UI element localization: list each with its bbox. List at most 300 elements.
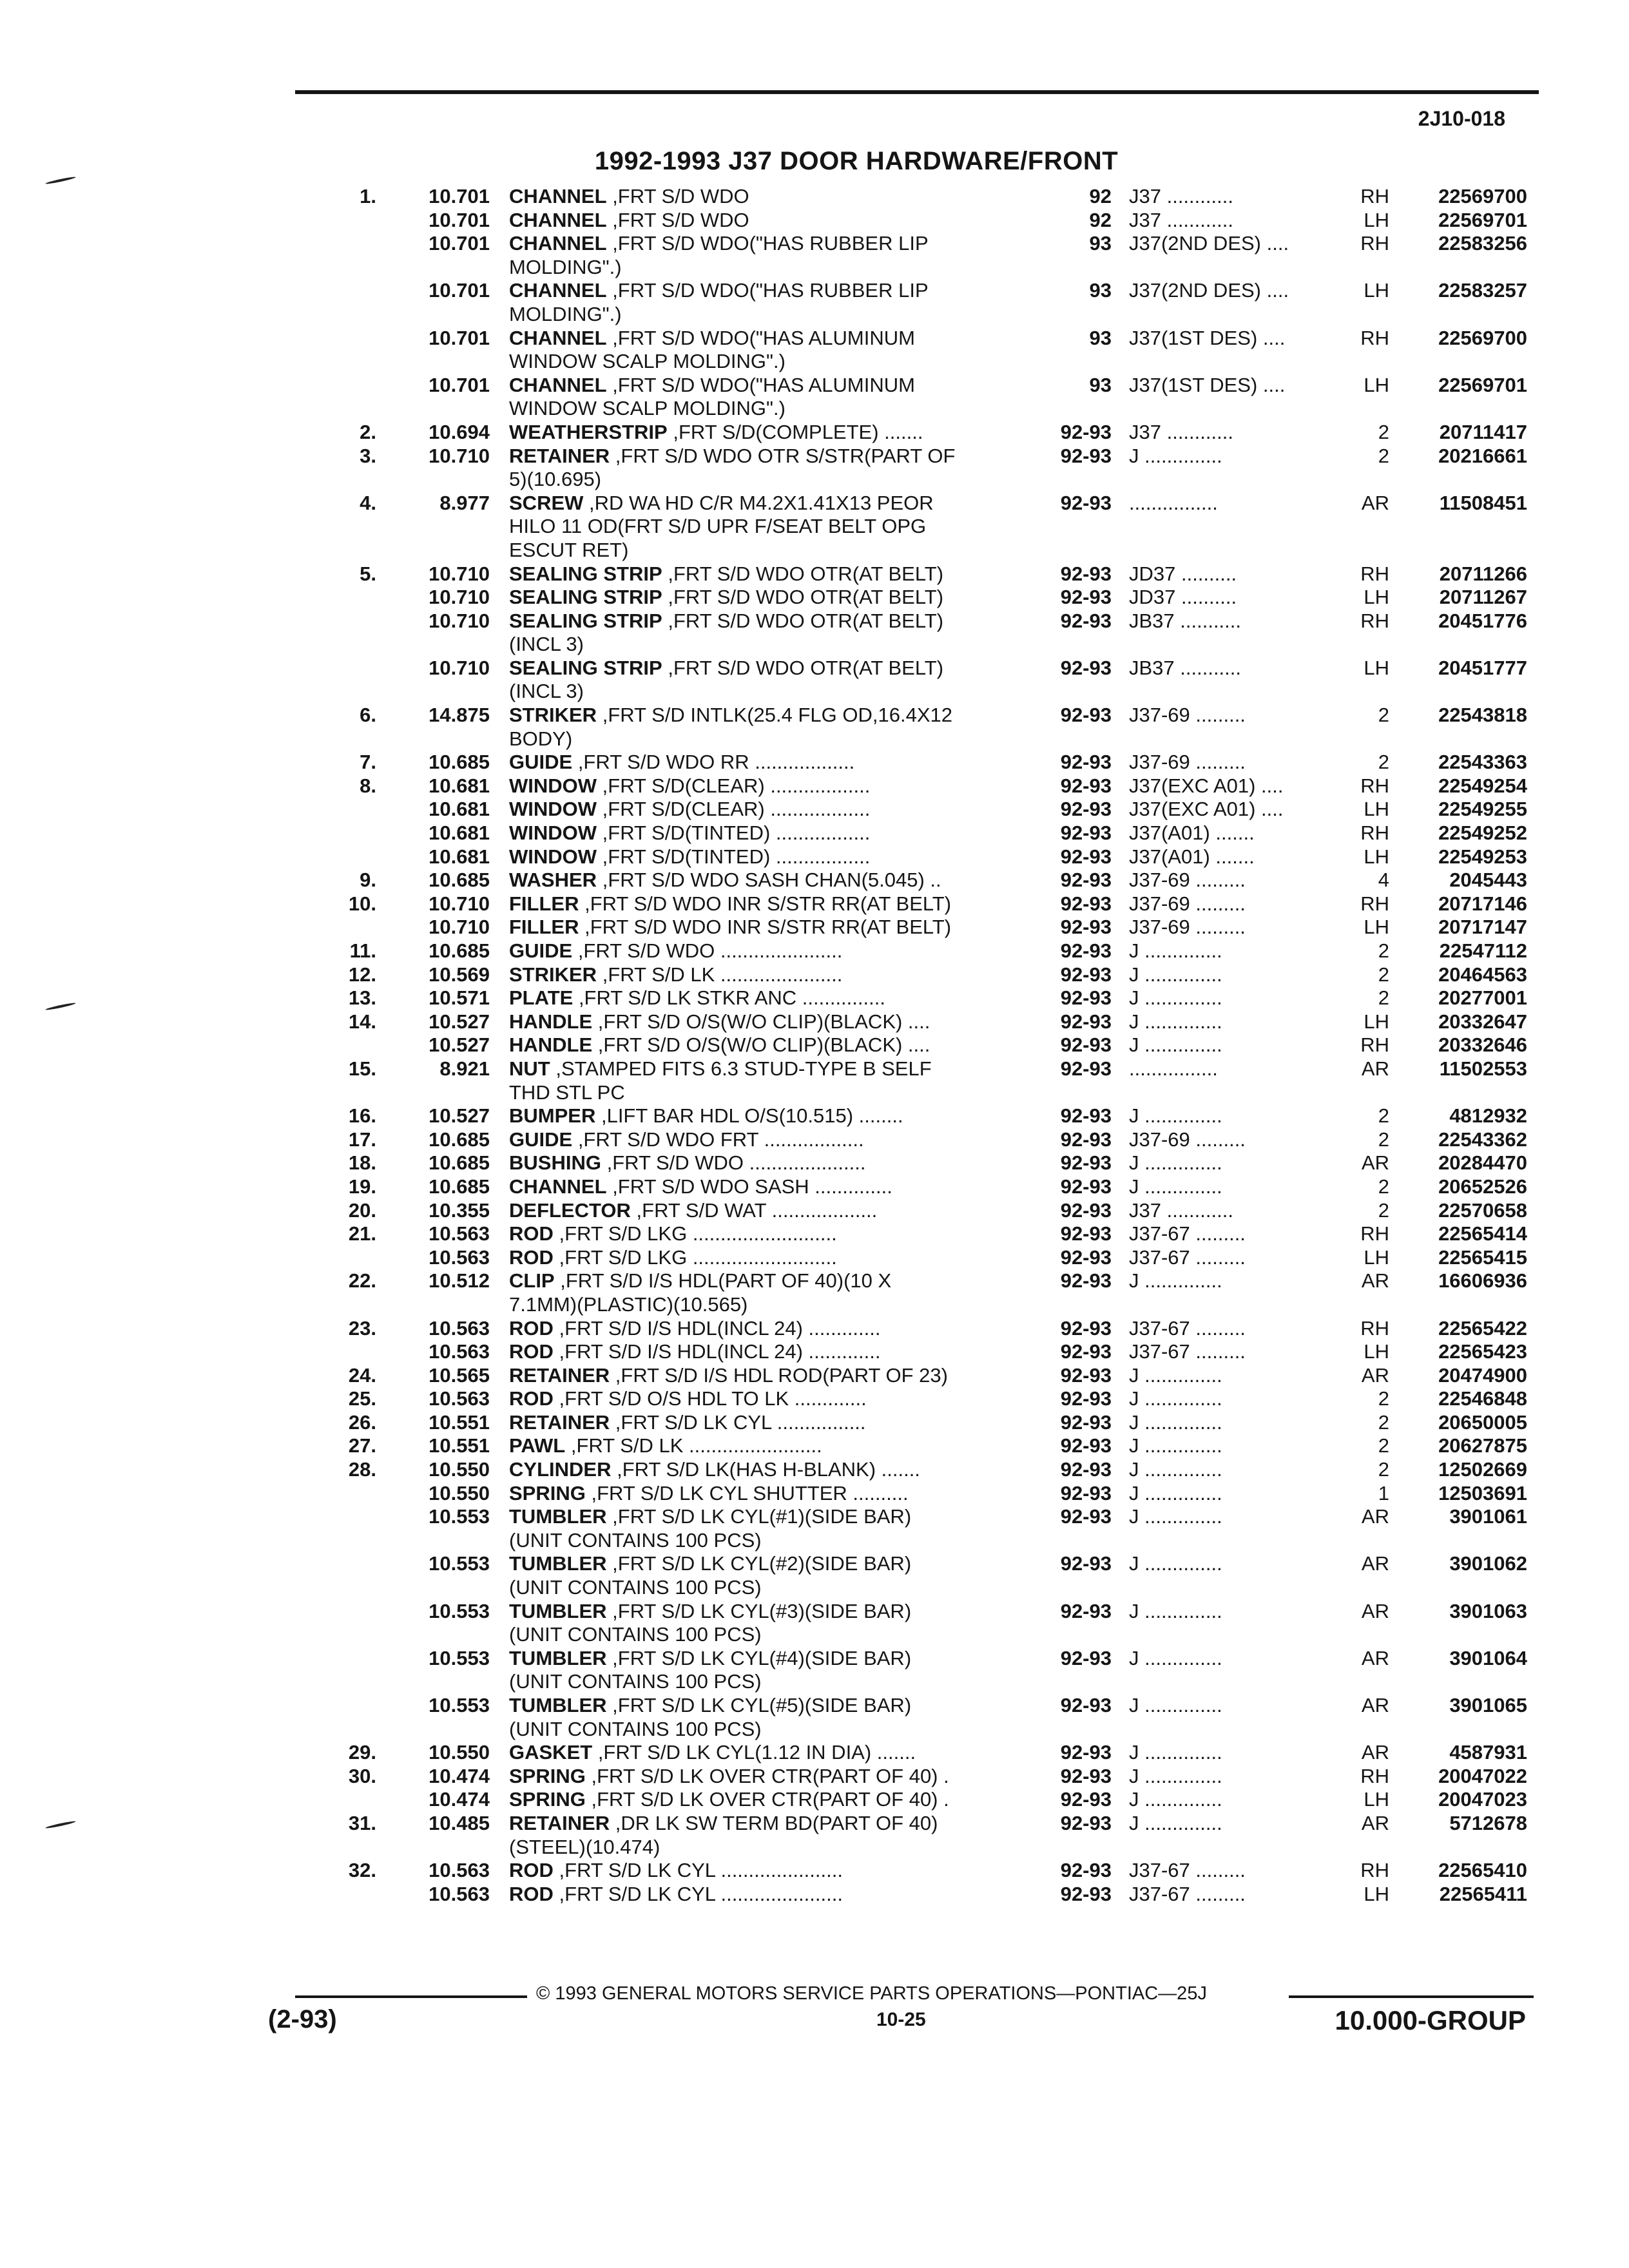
quantity: RH bbox=[1360, 326, 1389, 349]
part-description bbox=[509, 774, 1030, 798]
item-number: 12. bbox=[348, 963, 376, 986]
table-row bbox=[0, 1552, 1629, 1599]
part-description bbox=[509, 1222, 1030, 1246]
description-line: ,FRT S/D O/S(W/O CLIP)(BLACK) .... bbox=[597, 1010, 930, 1033]
part-name: CHANNEL bbox=[509, 232, 607, 255]
model-code: J37 ............ bbox=[1129, 420, 1233, 443]
table-row bbox=[0, 751, 1629, 774]
table-row bbox=[0, 374, 1629, 421]
description-line: ,FRT S/D WDO OTR(AT BELT) bbox=[668, 656, 944, 679]
model-years: 92-93 bbox=[1060, 986, 1112, 1010]
description-line: ,FRT S/D I/S HDL ROD(PART OF 23) bbox=[615, 1363, 948, 1387]
description-line: ,FRT S/D LK CYL(1.12 IN DIA) ....... bbox=[597, 1741, 916, 1764]
part-number: 3901065 bbox=[1449, 1694, 1527, 1717]
group-label: 10.000-GROUP bbox=[1335, 2005, 1526, 2035]
page-title: 1992-1993 J37 DOOR HARDWARE/FRONT bbox=[594, 147, 1119, 175]
item-number: 2. bbox=[360, 420, 376, 443]
part-name: WINDOW bbox=[509, 774, 597, 797]
item-number: 5. bbox=[360, 562, 376, 585]
model-code: J37(2ND DES) .... bbox=[1129, 279, 1289, 302]
quantity: RH bbox=[1360, 1859, 1389, 1882]
group-number: 10.685 bbox=[429, 869, 490, 892]
part-number: 22565411 bbox=[1439, 1882, 1527, 1905]
model-years: 92-93 bbox=[1060, 1033, 1112, 1057]
part-number: 20474900 bbox=[1438, 1363, 1527, 1387]
description-line: ,FRT S/D WDO bbox=[612, 185, 749, 207]
part-name: STRIKER bbox=[509, 704, 597, 727]
group-number: 10.553 bbox=[429, 1599, 490, 1622]
description-line: ,FRT S/D LK CYL(#5)(SIDE BAR) bbox=[612, 1694, 912, 1717]
part-name: SEALING STRIP bbox=[509, 656, 662, 679]
model-code: J37 ............ bbox=[1129, 185, 1233, 207]
part-number: 20650005 bbox=[1438, 1410, 1527, 1434]
part-description bbox=[509, 1033, 1030, 1057]
model-code: J37(EXC A01) .... bbox=[1129, 798, 1284, 821]
model-code: J .............. bbox=[1129, 1387, 1222, 1410]
model-code: J37(1ST DES) .... bbox=[1129, 326, 1286, 349]
part-name: CHANNEL bbox=[509, 185, 607, 207]
part-number: 22546848 bbox=[1438, 1387, 1527, 1410]
description-line: (UNIT CONTAINS 100 PCS) bbox=[509, 1528, 762, 1552]
part-number: 20711267 bbox=[1439, 586, 1527, 609]
part-description bbox=[509, 822, 1030, 845]
group-number: 10.550 bbox=[429, 1481, 490, 1504]
part-name: ROD bbox=[509, 1316, 554, 1340]
description-line: HILO 11 OD(FRT S/D UPR F/SEAT BELT OPG bbox=[509, 515, 927, 538]
quantity: AR bbox=[1361, 1057, 1389, 1080]
part-description bbox=[509, 986, 1030, 1010]
group-number: 10.681 bbox=[429, 845, 490, 868]
part-number: 22569701 bbox=[1438, 208, 1527, 231]
part-description bbox=[509, 1647, 1030, 1694]
model-code: J .............. bbox=[1129, 1741, 1222, 1764]
table-row bbox=[0, 798, 1629, 822]
part-number: 12503691 bbox=[1438, 1481, 1527, 1504]
quantity: 2 bbox=[1378, 1410, 1389, 1434]
table-row bbox=[0, 610, 1629, 657]
group-number: 10.512 bbox=[429, 1269, 490, 1293]
description-line: WINDOW SCALP MOLDING".) bbox=[509, 350, 786, 373]
group-number: 14.875 bbox=[429, 704, 490, 727]
table-row bbox=[0, 421, 1629, 445]
model-code: J .............. bbox=[1129, 1458, 1222, 1481]
table-row bbox=[0, 1387, 1629, 1411]
model-code: J37-67 ......... bbox=[1129, 1316, 1246, 1340]
model-code: J37(2ND DES) .... bbox=[1129, 232, 1289, 255]
part-name: PLATE bbox=[509, 986, 574, 1010]
description-line: ,RD WA HD C/R M4.2X1.41X13 PEOR bbox=[589, 491, 934, 514]
model-years: 92-93 bbox=[1060, 1552, 1112, 1575]
model-code: JB37 ........... bbox=[1129, 609, 1242, 632]
description-line: ,FRT S/D LK CYL ...................... bbox=[559, 1859, 843, 1882]
description-line: ,FRT S/D(TINTED) ................. bbox=[602, 845, 871, 868]
part-number: 22565415 bbox=[1438, 1245, 1527, 1269]
parts-list bbox=[0, 185, 1629, 1906]
group-number: 10.474 bbox=[429, 1788, 490, 1811]
part-number: 20627875 bbox=[1438, 1434, 1527, 1457]
part-name: BUMPER bbox=[509, 1104, 596, 1128]
part-description bbox=[509, 209, 1030, 233]
item-number: 27. bbox=[348, 1434, 376, 1457]
table-row bbox=[0, 1175, 1629, 1199]
description-line: ,FRT S/D LK CYL ................ bbox=[615, 1410, 866, 1434]
model-years: 92-93 bbox=[1060, 1269, 1112, 1293]
part-name: CHANNEL bbox=[509, 373, 607, 396]
table-row bbox=[0, 232, 1629, 279]
part-number: 20047023 bbox=[1438, 1788, 1527, 1811]
model-code: J .............. bbox=[1129, 1434, 1222, 1457]
model-years: 92-93 bbox=[1060, 1245, 1112, 1269]
quantity: AR bbox=[1361, 1151, 1389, 1175]
table-row bbox=[0, 1600, 1629, 1647]
part-description bbox=[509, 1859, 1030, 1883]
model-years: 92-93 bbox=[1060, 562, 1112, 585]
table-row bbox=[0, 892, 1629, 916]
quantity: 2 bbox=[1378, 1175, 1389, 1198]
part-description bbox=[509, 1883, 1030, 1907]
description-line: ,FRT S/D LK CYL(#1)(SIDE BAR) bbox=[612, 1505, 912, 1528]
group-number: 10.681 bbox=[429, 798, 490, 821]
table-row bbox=[0, 492, 1629, 562]
description-line: ,FRT S/D WDO FRT .................. bbox=[577, 1128, 864, 1151]
item-number: 31. bbox=[348, 1811, 376, 1834]
quantity: AR bbox=[1361, 1505, 1389, 1528]
model-years: 92-93 bbox=[1060, 822, 1112, 845]
quantity: LH bbox=[1364, 208, 1389, 231]
model-years: 92-93 bbox=[1060, 1788, 1112, 1811]
quantity: LH bbox=[1364, 1882, 1389, 1905]
model-years: 92-93 bbox=[1060, 751, 1112, 774]
model-years: 93 bbox=[1089, 232, 1112, 255]
quantity: 2 bbox=[1378, 939, 1389, 963]
model-years: 92-93 bbox=[1060, 609, 1112, 632]
part-name: WINDOW bbox=[509, 822, 597, 845]
part-description bbox=[509, 1694, 1030, 1741]
quantity: 2 bbox=[1378, 963, 1389, 986]
description-line: ,FRT S/D WDO ...................... bbox=[577, 939, 843, 963]
part-number: 22565423 bbox=[1438, 1340, 1527, 1363]
description-line: ,FRT S/D WDO OTR(AT BELT) bbox=[668, 586, 944, 609]
part-description bbox=[509, 445, 1030, 492]
group-number: 8.921 bbox=[439, 1057, 490, 1080]
description-line: WINDOW SCALP MOLDING".) bbox=[509, 397, 786, 420]
part-description bbox=[509, 279, 1030, 326]
quantity: RH bbox=[1360, 609, 1389, 632]
model-years: 92-93 bbox=[1060, 1741, 1112, 1764]
group-number: 10.553 bbox=[429, 1646, 490, 1669]
group-number: 10.685 bbox=[429, 751, 490, 774]
model-code: J .............. bbox=[1129, 1599, 1222, 1622]
model-code: J .............. bbox=[1129, 1811, 1222, 1834]
description-line: ,FRT S/D LK STKR ANC ............... bbox=[578, 986, 885, 1010]
quantity: 2 bbox=[1378, 1128, 1389, 1151]
item-number: 11. bbox=[349, 939, 376, 963]
item-number: 30. bbox=[348, 1764, 376, 1787]
table-row bbox=[0, 963, 1629, 987]
part-number: 4812932 bbox=[1449, 1104, 1527, 1128]
part-name: SEALING STRIP bbox=[509, 609, 662, 632]
group-number: 10.550 bbox=[429, 1458, 490, 1481]
quantity: RH bbox=[1360, 774, 1389, 797]
group-number: 10.685 bbox=[429, 1151, 490, 1175]
model-years: 92-93 bbox=[1060, 1458, 1112, 1481]
quantity: 2 bbox=[1378, 1434, 1389, 1457]
description-line: ,FRT S/D WDO SASH .............. bbox=[612, 1175, 892, 1198]
part-name: BUSHING bbox=[509, 1151, 601, 1175]
quantity: AR bbox=[1361, 1599, 1389, 1622]
model-years: 92-93 bbox=[1060, 1175, 1112, 1198]
model-code: J .............. bbox=[1129, 1363, 1222, 1387]
table-row bbox=[0, 185, 1629, 209]
part-description bbox=[509, 1364, 1030, 1388]
item-number: 7. bbox=[360, 751, 376, 774]
item-number: 6. bbox=[360, 704, 376, 727]
part-description bbox=[509, 1387, 1030, 1411]
table-row bbox=[0, 1812, 1629, 1859]
part-number: 22543363 bbox=[1438, 751, 1527, 774]
description-line: BODY) bbox=[509, 727, 573, 750]
group-number: 10.710 bbox=[429, 656, 490, 679]
group-number: 10.701 bbox=[429, 208, 490, 231]
model-code: J .............. bbox=[1129, 1010, 1222, 1033]
part-number: 22570658 bbox=[1438, 1198, 1527, 1222]
quantity: LH bbox=[1364, 916, 1389, 939]
table-row bbox=[0, 1647, 1629, 1694]
description-line: ,FRT S/D(TINTED) ................. bbox=[602, 822, 871, 845]
model-code: J37(EXC A01) .... bbox=[1129, 774, 1284, 797]
table-row bbox=[0, 586, 1629, 610]
quantity: LH bbox=[1364, 279, 1389, 302]
part-description bbox=[509, 1057, 1030, 1104]
model-years: 92-93 bbox=[1060, 1128, 1112, 1151]
table-row bbox=[0, 1246, 1629, 1270]
model-years: 92-93 bbox=[1060, 1694, 1112, 1717]
part-number: 20717146 bbox=[1438, 892, 1527, 915]
part-description bbox=[509, 845, 1030, 869]
model-years: 92-93 bbox=[1060, 1010, 1112, 1033]
quantity: 1 bbox=[1378, 1481, 1389, 1504]
description-line: ,FRT S/D LK CYL ...................... bbox=[559, 1882, 843, 1905]
model-years: 92-93 bbox=[1060, 1882, 1112, 1905]
part-description bbox=[509, 327, 1030, 374]
description-line: MOLDING".) bbox=[509, 255, 622, 278]
description-line: ,FRT S/D WDO("HAS RUBBER LIP bbox=[612, 279, 929, 302]
quantity: AR bbox=[1361, 1363, 1389, 1387]
part-number: 22569701 bbox=[1438, 373, 1527, 396]
part-name: RETAINER bbox=[509, 444, 610, 467]
description-line: ,FRT S/D WDO SASH CHAN(5.045) .. bbox=[602, 869, 941, 892]
group-number: 10.563 bbox=[429, 1245, 490, 1269]
footer-rule-left bbox=[295, 1995, 527, 1998]
description-line: ,FRT S/D LK(HAS H-BLANK) ....... bbox=[617, 1458, 920, 1481]
part-number: 20711417 bbox=[1439, 420, 1527, 443]
model-years: 92-93 bbox=[1060, 892, 1112, 915]
description-line: ,FRT S/D I/S HDL(INCL 24) ............. bbox=[559, 1340, 881, 1363]
item-number: 1. bbox=[360, 185, 376, 207]
description-line: ,FRT S/D LKG .......................... bbox=[559, 1222, 837, 1245]
part-number: 22549255 bbox=[1438, 798, 1527, 821]
description-line: ,FRT S/D WDO RR .................. bbox=[577, 751, 855, 774]
model-code: J .............. bbox=[1129, 1505, 1222, 1528]
model-years: 92-93 bbox=[1060, 869, 1112, 892]
table-row bbox=[0, 1104, 1629, 1128]
part-name: TUMBLER bbox=[509, 1646, 607, 1669]
group-number: 10.710 bbox=[429, 916, 490, 939]
part-name: SPRING bbox=[509, 1788, 586, 1811]
part-description bbox=[509, 916, 1030, 939]
model-code: J .............. bbox=[1129, 1104, 1222, 1128]
item-number: 3. bbox=[360, 444, 376, 467]
part-name: ROD bbox=[509, 1340, 554, 1363]
table-row bbox=[0, 845, 1629, 869]
part-number: 22549253 bbox=[1438, 845, 1527, 868]
quantity: RH bbox=[1360, 562, 1389, 585]
model-code: J37(1ST DES) .... bbox=[1129, 373, 1286, 396]
group-number: 10.550 bbox=[429, 1741, 490, 1764]
model-years: 92-93 bbox=[1060, 1104, 1112, 1128]
part-number: 5712678 bbox=[1449, 1811, 1527, 1834]
item-number: 23. bbox=[348, 1316, 376, 1340]
item-number: 16. bbox=[348, 1104, 376, 1128]
model-years: 92-93 bbox=[1060, 1434, 1112, 1457]
model-code: J .............. bbox=[1129, 1175, 1222, 1198]
description-line: ,FRT S/D INTLK(25.4 FLG OD,16.4X12 bbox=[602, 704, 952, 727]
part-number: 22583256 bbox=[1438, 232, 1527, 255]
table-row bbox=[0, 209, 1629, 233]
description-line: ,FRT S/D WAT ................... bbox=[636, 1198, 878, 1222]
part-number: 16606936 bbox=[1438, 1269, 1527, 1293]
group-number: 10.553 bbox=[429, 1694, 490, 1717]
part-name: WINDOW bbox=[509, 798, 597, 821]
part-name: GUIDE bbox=[509, 939, 573, 963]
part-name: ROD bbox=[509, 1245, 554, 1269]
description-line: ,FRT S/D LK CYL(#2)(SIDE BAR) bbox=[612, 1552, 912, 1575]
table-row bbox=[0, 1458, 1629, 1482]
model-years: 92-93 bbox=[1060, 1764, 1112, 1787]
model-code: J37(A01) ....... bbox=[1129, 845, 1255, 868]
quantity: LH bbox=[1364, 845, 1389, 868]
part-number: 20652526 bbox=[1438, 1175, 1527, 1198]
quantity: RH bbox=[1360, 1316, 1389, 1340]
part-description bbox=[509, 421, 1030, 445]
group-number: 10.710 bbox=[429, 562, 490, 585]
group-number: 10.355 bbox=[429, 1198, 490, 1222]
description-line: ,FRT S/D(CLEAR) .................. bbox=[602, 798, 871, 821]
part-description bbox=[509, 657, 1030, 704]
model-years: 92-93 bbox=[1060, 1151, 1112, 1175]
part-number: 20277001 bbox=[1438, 986, 1527, 1010]
quantity: 4 bbox=[1378, 869, 1389, 892]
part-number: 22543818 bbox=[1438, 704, 1527, 727]
group-number: 10.710 bbox=[429, 609, 490, 632]
table-row bbox=[0, 1694, 1629, 1741]
item-number: 14. bbox=[348, 1010, 376, 1033]
quantity: LH bbox=[1364, 1010, 1389, 1033]
description-line: ,FRT S/D WDO INR S/STR RR(AT BELT) bbox=[584, 916, 952, 939]
model-years: 92-93 bbox=[1060, 1057, 1112, 1080]
part-name: PAWL bbox=[509, 1434, 566, 1457]
model-years: 92-93 bbox=[1060, 586, 1112, 609]
description-line: ,FRT S/D WDO OTR(AT BELT) bbox=[668, 609, 944, 632]
group-number: 10.701 bbox=[429, 373, 490, 396]
description-line: ,FRT S/D WDO("HAS ALUMINUM bbox=[612, 373, 915, 396]
table-row bbox=[0, 986, 1629, 1010]
model-code: JD37 .......... bbox=[1129, 586, 1237, 609]
model-code: J .............. bbox=[1129, 1694, 1222, 1717]
description-line: ,FRT S/D I/S HDL(INCL 24) ............. bbox=[559, 1316, 881, 1340]
part-name: CHANNEL bbox=[509, 326, 607, 349]
description-line: ,FRT S/D O/S(W/O CLIP)(BLACK) .... bbox=[597, 1033, 930, 1057]
part-name: ROD bbox=[509, 1387, 554, 1410]
model-code: J .............. bbox=[1129, 963, 1222, 986]
description-line: ESCUT RET) bbox=[509, 538, 629, 561]
item-number: 15. bbox=[348, 1057, 376, 1080]
part-description bbox=[509, 1128, 1030, 1152]
part-number: 20711266 bbox=[1439, 562, 1527, 585]
model-years: 93 bbox=[1089, 279, 1112, 302]
model-years: 92 bbox=[1089, 185, 1112, 207]
group-number: 10.563 bbox=[429, 1222, 490, 1245]
part-description bbox=[509, 610, 1030, 657]
description-line: (UNIT CONTAINS 100 PCS) bbox=[509, 1717, 762, 1740]
part-number: 20717147 bbox=[1438, 916, 1527, 939]
part-description bbox=[509, 492, 1030, 562]
description-line: ,FRT S/D O/S HDL TO LK ............. bbox=[559, 1387, 867, 1410]
model-code: J37 ............ bbox=[1129, 1198, 1233, 1222]
description-line: 7.1MM)(PLASTIC)(10.565) bbox=[509, 1293, 748, 1316]
model-code: J .............. bbox=[1129, 1033, 1222, 1057]
table-row bbox=[0, 939, 1629, 963]
description-line: ,FRT S/D WDO bbox=[612, 208, 749, 231]
model-code: J .............. bbox=[1129, 1151, 1222, 1175]
model-years: 93 bbox=[1089, 326, 1112, 349]
item-number: 20. bbox=[348, 1198, 376, 1222]
part-description bbox=[509, 1458, 1030, 1482]
group-number: 10.563 bbox=[429, 1340, 490, 1363]
group-number: 10.681 bbox=[429, 822, 490, 845]
quantity: 2 bbox=[1378, 1458, 1389, 1481]
description-line: ,FRT S/D WDO OTR(AT BELT) bbox=[668, 562, 944, 585]
model-code: J .............. bbox=[1129, 1269, 1222, 1293]
quantity: 2 bbox=[1378, 420, 1389, 443]
model-code: J37-67 ......... bbox=[1129, 1859, 1246, 1882]
model-years: 92-93 bbox=[1060, 704, 1112, 727]
description-line: ,FRT S/D LK CYL(#4)(SIDE BAR) bbox=[612, 1646, 912, 1669]
part-description bbox=[509, 586, 1030, 610]
quantity: 2 bbox=[1378, 1198, 1389, 1222]
table-row bbox=[0, 774, 1629, 798]
model-code: J37-67 ......... bbox=[1129, 1222, 1246, 1245]
model-years: 92-93 bbox=[1060, 1481, 1112, 1504]
model-code: ................ bbox=[1129, 491, 1218, 514]
part-number: 22565422 bbox=[1438, 1316, 1527, 1340]
model-code: J37-69 ......... bbox=[1129, 916, 1246, 939]
model-years: 92 bbox=[1089, 208, 1112, 231]
part-number: 20464563 bbox=[1438, 963, 1527, 986]
description-line: (STEEL)(10.474) bbox=[509, 1835, 660, 1858]
part-number: 22543362 bbox=[1438, 1128, 1527, 1151]
quantity: 2 bbox=[1378, 1104, 1389, 1128]
part-name: SEALING STRIP bbox=[509, 562, 662, 585]
description-line: ,FRT S/D WDO("HAS ALUMINUM bbox=[612, 326, 915, 349]
table-row bbox=[0, 562, 1629, 586]
model-code: J .............. bbox=[1129, 986, 1222, 1010]
part-name: WEATHERSTRIP bbox=[509, 420, 668, 443]
quantity: LH bbox=[1364, 1245, 1389, 1269]
model-years: 92-93 bbox=[1060, 1646, 1112, 1669]
group-number: 10.553 bbox=[429, 1505, 490, 1528]
table-row bbox=[0, 1222, 1629, 1246]
